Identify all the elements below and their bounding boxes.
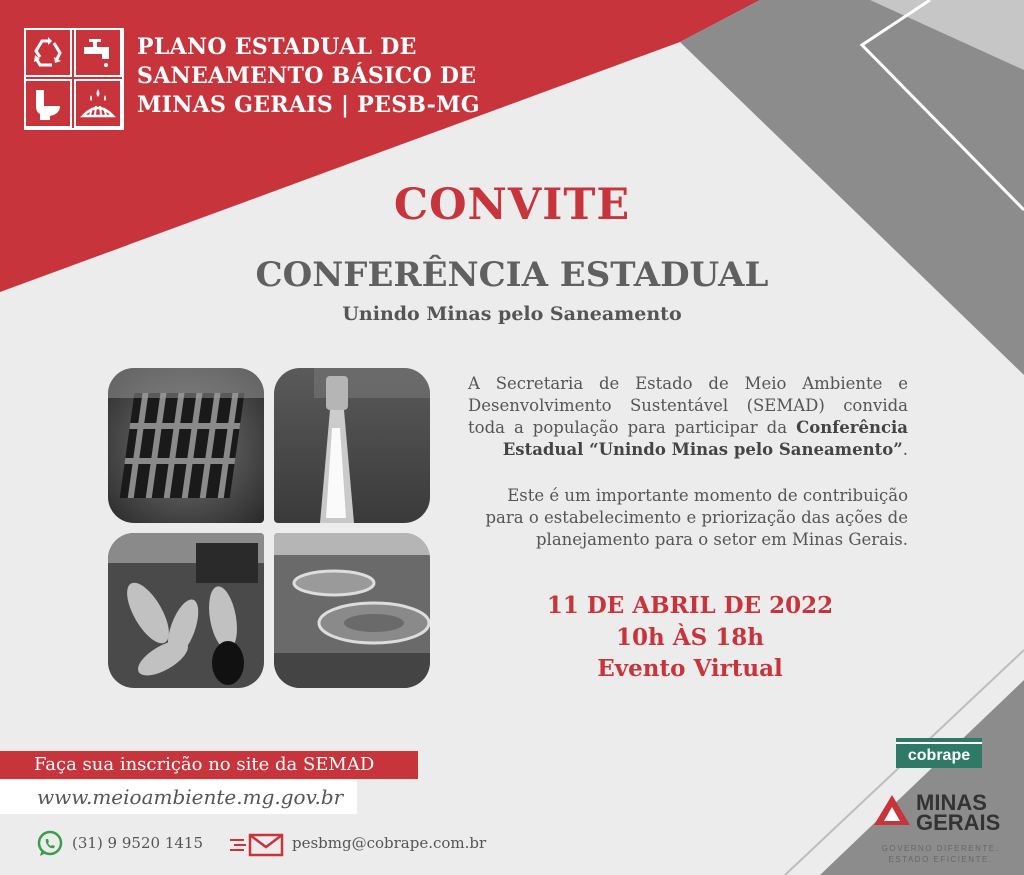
tagline-line: ESTADO EFICIENTE. [888, 855, 993, 864]
invitation-text-end: . [902, 440, 908, 459]
photo-plastic-bottles [108, 533, 264, 688]
plan-title [137, 33, 480, 120]
plan-title-line: MINAS GERAIS | PESB-MG [137, 92, 480, 118]
event-time: 10h ÀS 18h [616, 624, 764, 651]
drain-icon [74, 79, 122, 128]
plan-title-line: PLANO ESTADUAL DE [137, 34, 417, 60]
recycle-icon [24, 28, 72, 77]
tagline-line: GOVERNO DIFERENTE. [881, 844, 1000, 853]
cobrape-logo [896, 738, 982, 770]
invitation-paragraph [468, 373, 908, 461]
contact-phone[interactable]: (31) 9 9520 1415 [72, 834, 203, 852]
registration-banner: Faça sua inscrição no site da SEMAD [0, 751, 418, 779]
photo-treatment-plant [274, 533, 430, 688]
minas-gerais-line: MINAS [916, 790, 987, 815]
photo-faucet-water [274, 368, 430, 523]
importance-paragraph: Este é um importante momento de contribuição para o estabelecimento e priorização das ações de planejamento para o setor em Minas Gerais. [485, 486, 908, 549]
government-tagline [878, 843, 1003, 865]
minas-gerais-logo-icon [872, 793, 912, 827]
plan-logo [24, 28, 124, 130]
minas-gerais-line: GERAIS [916, 810, 1001, 835]
toilet-icon [24, 79, 72, 128]
email-icon [228, 832, 284, 858]
registration-url[interactable]: www.meioambiente.mg.gov.br [0, 780, 357, 814]
conference-subtitle: Unindo Minas pelo Saneamento [342, 303, 682, 325]
plan-title-line: SANEAMENTO BÁSICO DE [137, 63, 477, 89]
whatsapp-icon [36, 830, 64, 858]
minas-gerais-logo-text [916, 790, 1001, 835]
cobrape-logo-text: cobrape [896, 744, 982, 768]
invite-title: CONVITE [393, 180, 631, 230]
invitation-text: A Secretaria de Estado de Meio Ambiente e Desenvolvimento Sustentável (SEMAD) convida toda a população para participar da [468, 374, 908, 437]
event-date: 11 DE ABRIL DE 2022 [546, 592, 834, 619]
event-format: Evento Virtual [597, 655, 783, 682]
photo-drain-grate [108, 368, 264, 523]
faucet-icon [74, 28, 122, 77]
contact-email[interactable]: pesbmg@cobrape.com.br [292, 834, 487, 852]
conference-title: CONFERÊNCIA ESTADUAL [255, 255, 769, 295]
conference-name: Conferência Estadual “Unindo Minas pelo Saneamento” [502, 418, 908, 459]
